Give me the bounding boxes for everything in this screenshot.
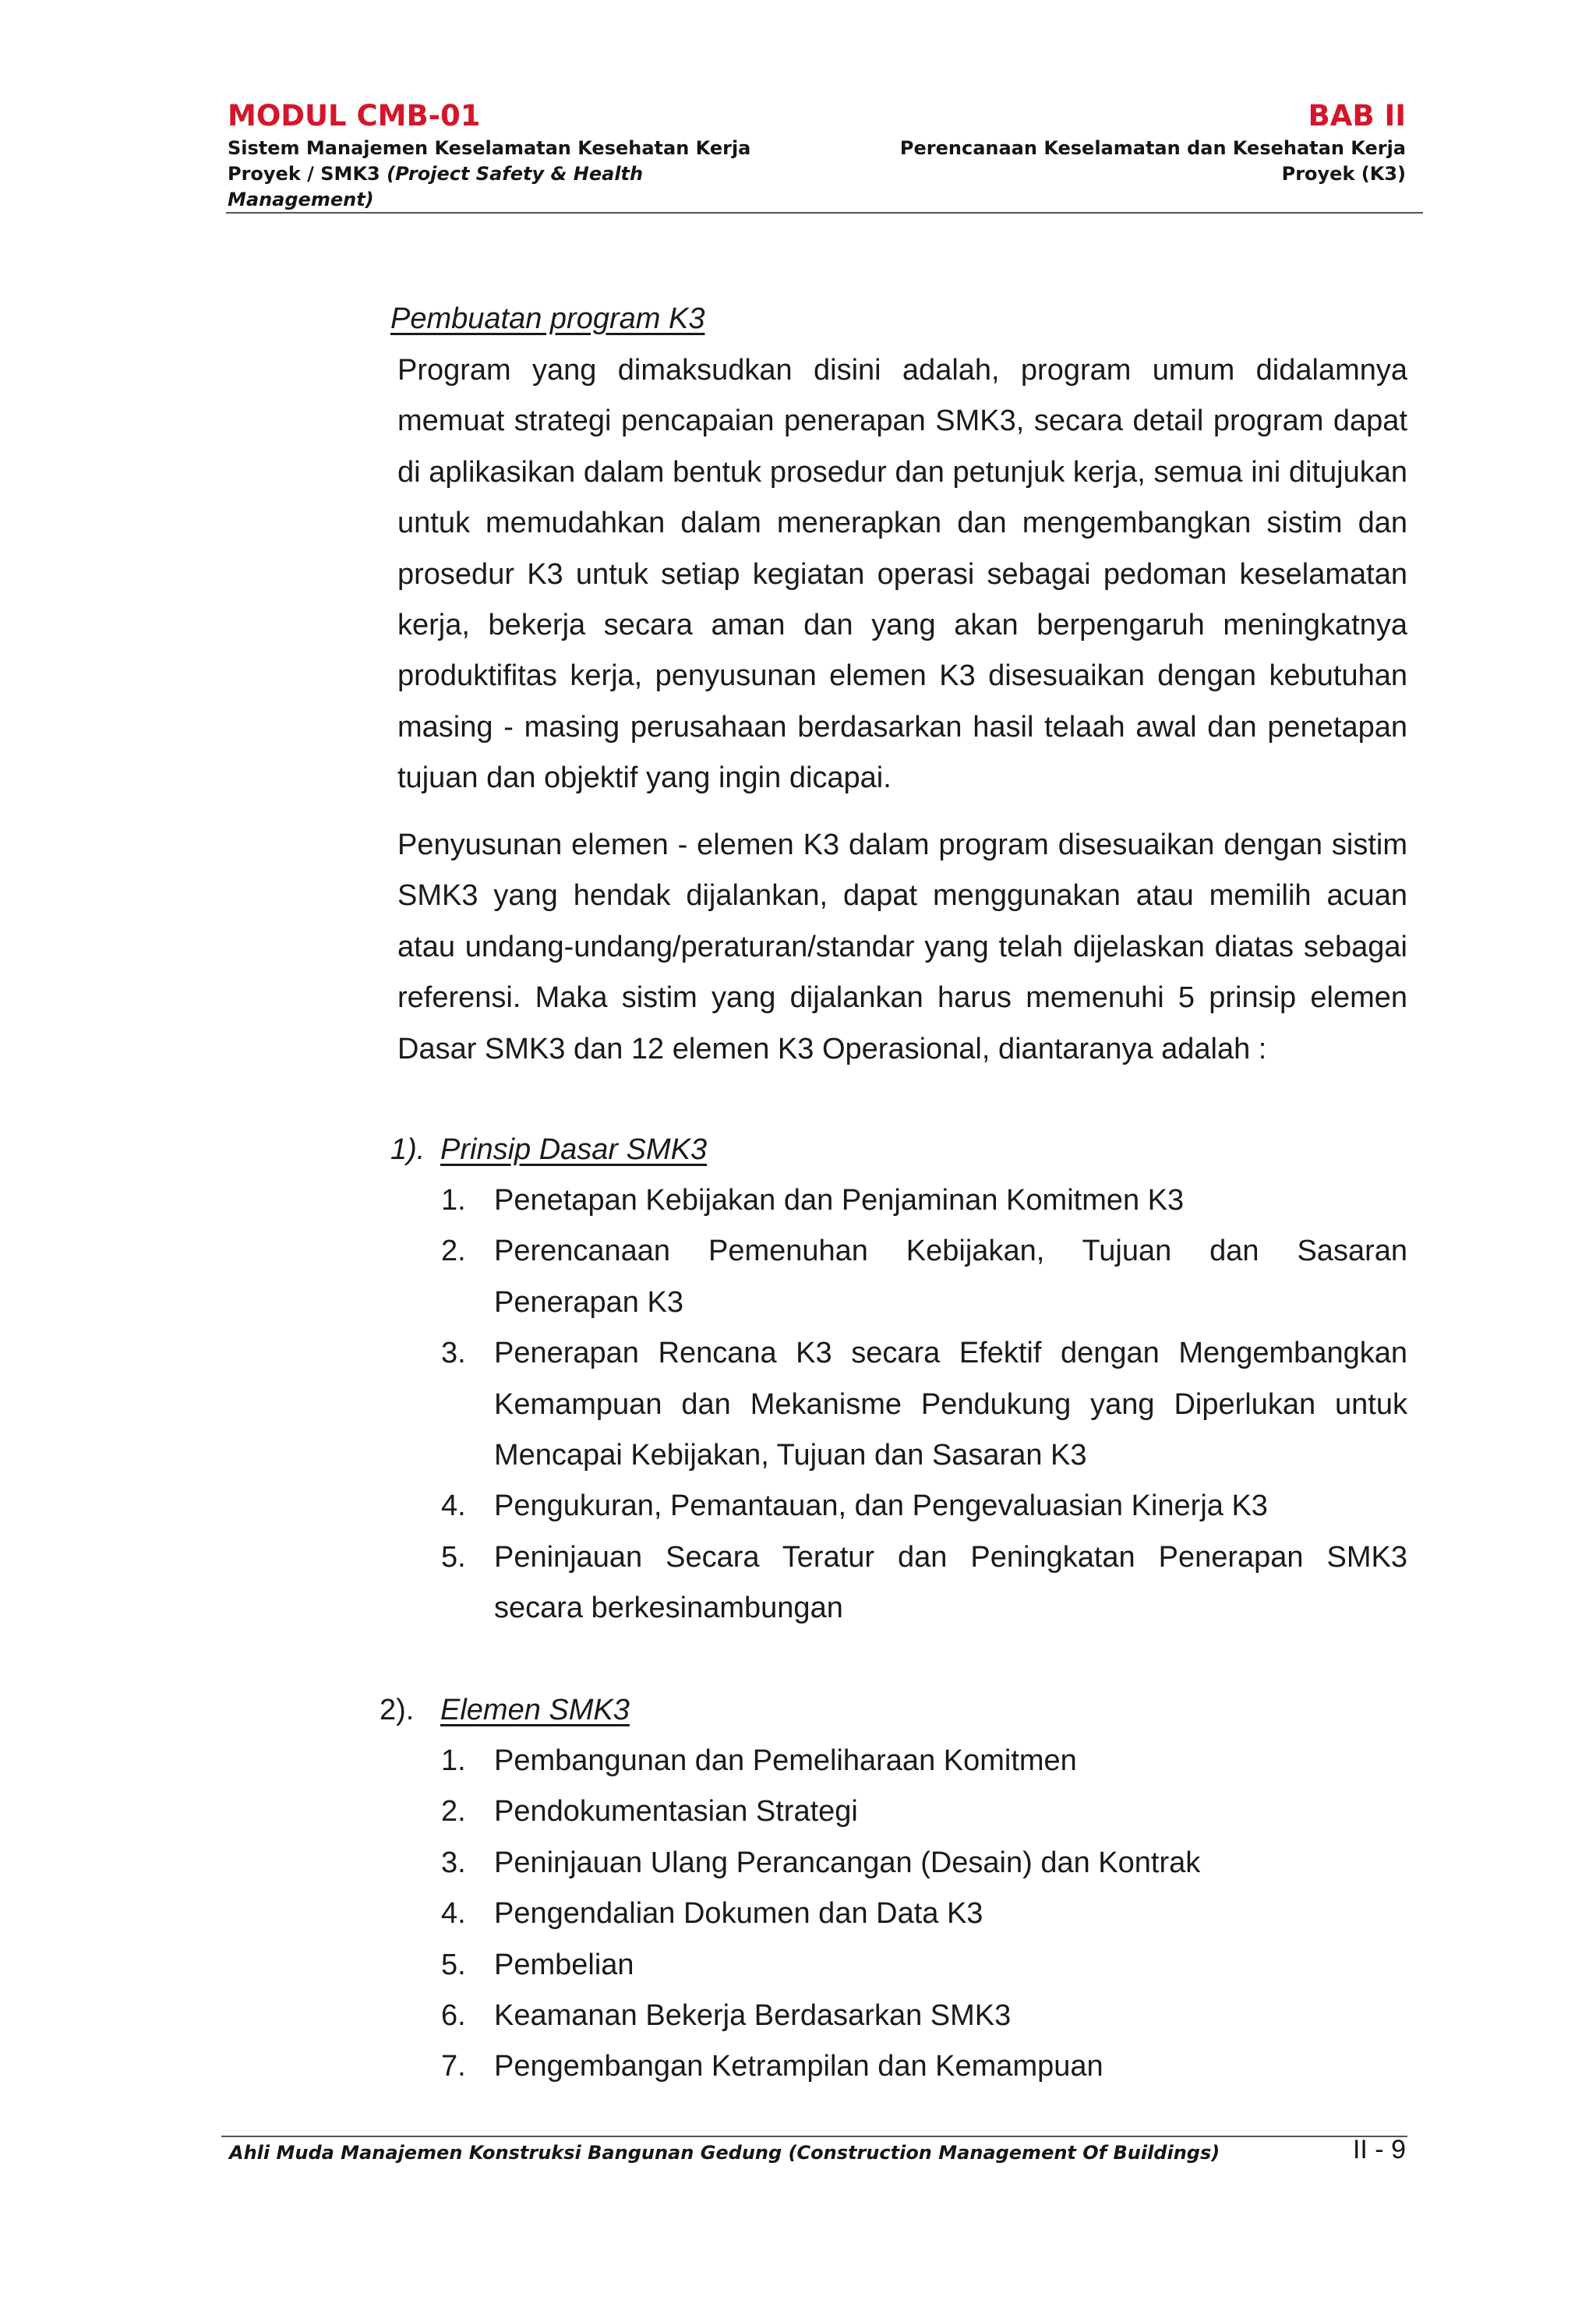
list-item: 6. Keamanan Bekerja Berdasarkan SMK3	[441, 1999, 1012, 2033]
module-subtitle-line2: Proyek / SMK3 (Project Safety & Health	[228, 163, 644, 185]
paragraph-2: Penyusunan elemen - elemen K3 dalam program disesuaikan dengan sistim SMK3 yang hendak dijalankan, dapat menggunakan atau memilih acuan atau undang-undang/peraturan/standar yang telah dijelaskan diatas sebagai referensi. Maka sistim yang dijalankan harus memenuhi 5 prinsip elemen Dasar SMK3 dan 12 elemen K3 Operasional, diantaranya adalah :	[397, 829, 1407, 1065]
page-number: II - 9	[1352, 2135, 1406, 2164]
list-item: 1. Penetapan Kebijakan dan Penjaminan Komitmen K3	[441, 1184, 1185, 1217]
header-left	[228, 97, 820, 213]
list1	[441, 1175, 1407, 1634]
list2	[441, 1736, 1407, 2093]
list-item: 3. Peninjauan Ulang Perancangan (Desain) dan Kontrak	[441, 1846, 1201, 1879]
list-item: 4. Pengukuran, Pemantauan, dan Pengevaluasian Kinerja K3	[441, 1489, 1268, 1523]
list-item: 3. Penerapan Rencana K3 secara Efektif dengan Mengembangkan Kemampuan dan Mekanisme Pendukung yang Diperlukan untuk Mencapai Kebijakan, Tujuan dan Sasaran K3	[441, 1337, 1407, 1472]
chapter-subtitle-line2: Proyek (K3)	[1281, 163, 1406, 185]
list2-title: Elemen SMK3	[440, 1694, 630, 1726]
list-item: 5. Peninjauan Secara Teratur dan Peningkatan Penerapan SMK3 secara berkesinambungan	[441, 1540, 1407, 1625]
module-title: MODUL CMB-01	[228, 99, 481, 133]
header-right	[814, 97, 1406, 187]
chapter-title: BAB II	[1308, 99, 1406, 133]
list-item: 7. Pengembangan Ketrampilan dan Kemampuan	[441, 2050, 1103, 2083]
paragraph-1: Program yang dimaksudkan disini adalah, program umum didalamnya memuat strategi pencapaian penerapan SMK3, secara detail program dapat di aplikasikan dalam bentuk prosedur dan petunjuk kerja, semua ini ditujukan untuk memudahkan dalam menerapkan dan mengembangkan sistim dan prosedur K3 untuk setiap kegiatan operasi sebagai pedoman keselamatan kerja, bekerja secara aman dan yang akan berpengaruh meningkatnya produktifitas kerja, penyusunan elemen K3 disesuaikan dengan kebutuhan masing - masing perusahaan berdasarkan hasil telaah awal dan penetapan tujuan dan objektif yang ingin dicapai.	[397, 354, 1407, 795]
list-item: 2. Perencanaan Pemenuhan Kebijakan, Tujuan dan Sasaran Penerapan K3	[441, 1235, 1407, 1319]
list-item: 1. Pembangunan dan Pemeliharaan Komitmen	[441, 1744, 1077, 1777]
list2-label: 2).	[380, 1694, 415, 1726]
list1-label: 1).	[390, 1133, 425, 1166]
header-divider	[226, 212, 1423, 214]
list-item: 4. Pengendalian Dokumen dan Data K3	[441, 1897, 983, 1931]
footer-divider	[221, 2136, 1407, 2137]
module-subtitle-line3: Management)	[228, 189, 374, 210]
list-item: 2. Pendokumentasian Strategi	[441, 1795, 858, 1829]
list1-title: Prinsip Dasar SMK3	[440, 1133, 708, 1166]
section-title: Pembuatan program K3	[390, 302, 705, 335]
module-subtitle-line1: Sistem Manajemen Keselamatan Kesehatan Kerja	[228, 137, 751, 159]
list-item: 5. Pembelian	[441, 1948, 634, 1981]
footer-text: Ahli Muda Manajemen Konstruksi Bangunan Gedung (Construction Management Of Buildings)	[229, 2142, 1220, 2164]
chapter-subtitle-line1: Perencanaan Keselamatan dan Kesehatan Kerja	[899, 137, 1406, 159]
